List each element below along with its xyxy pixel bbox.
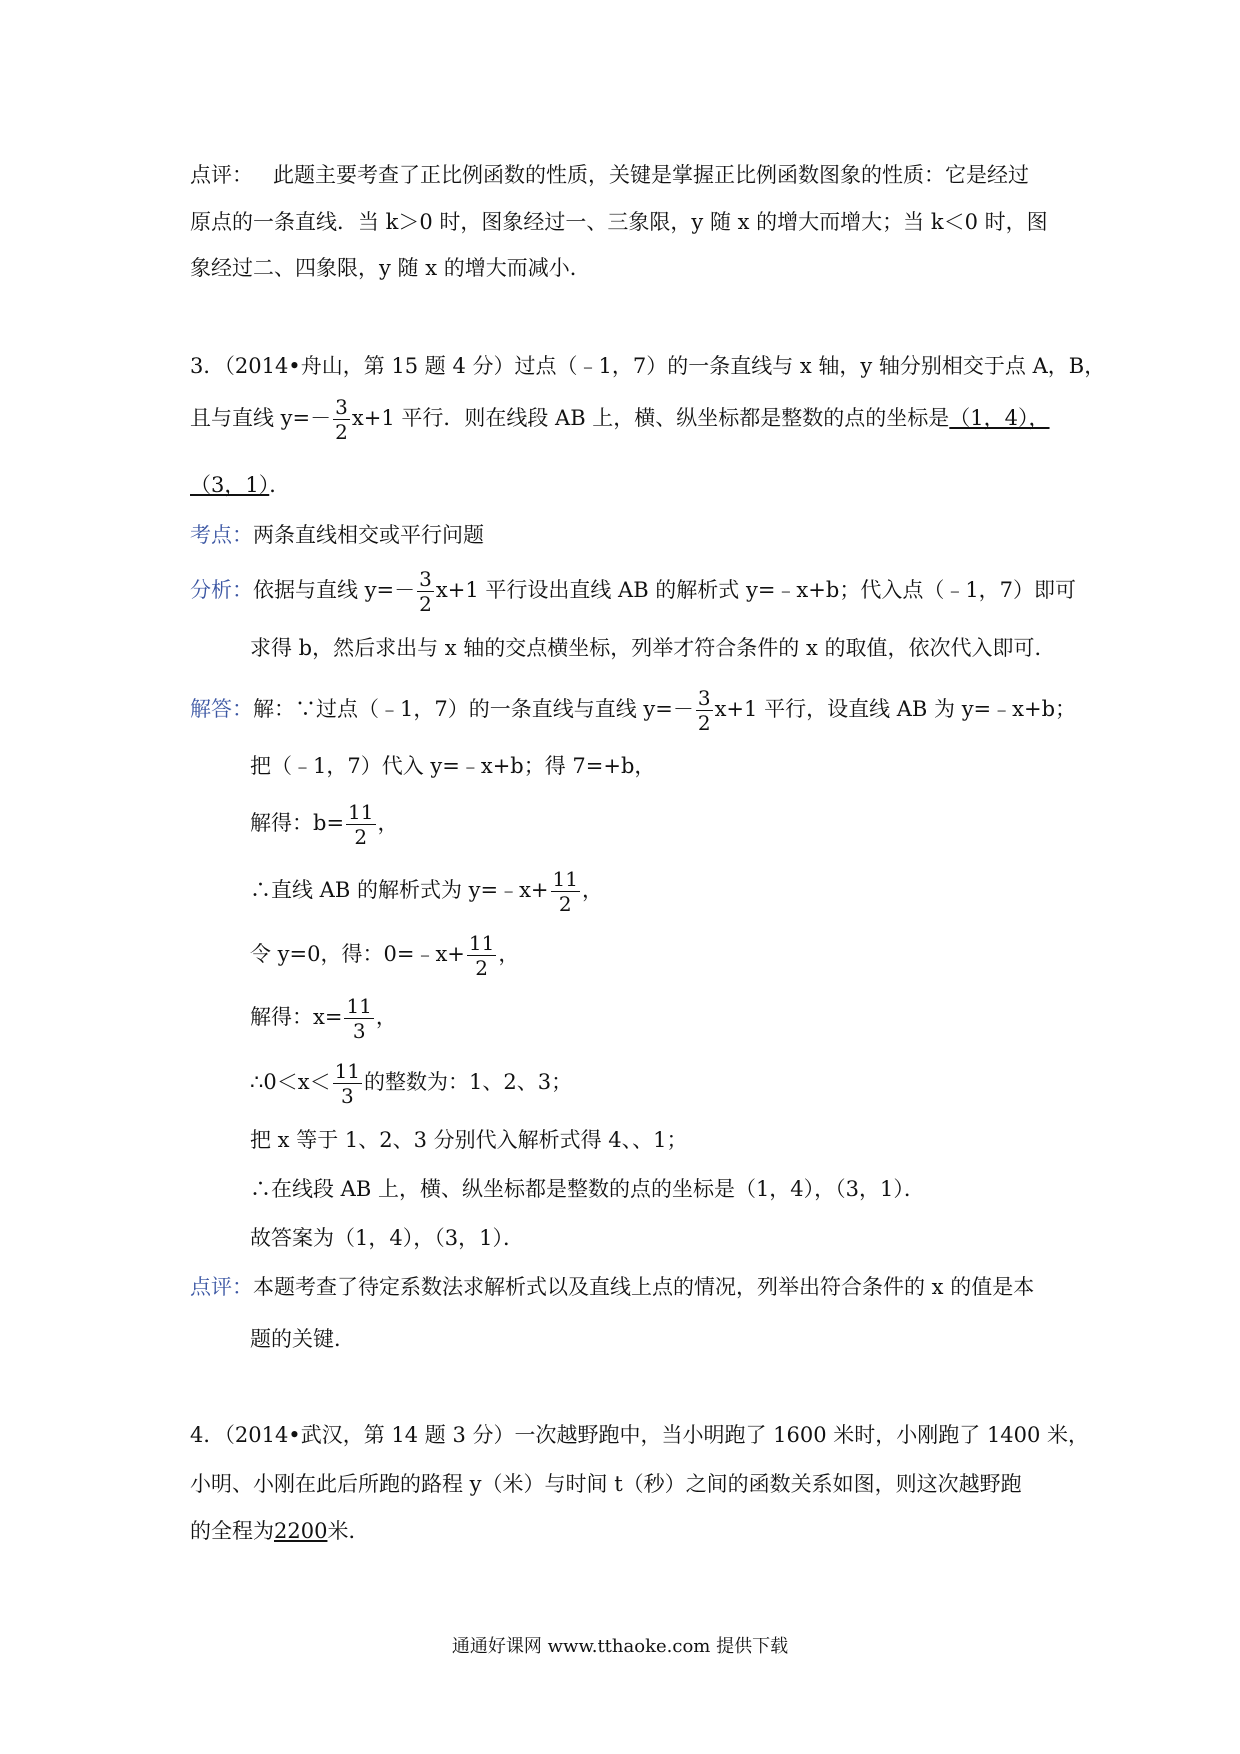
fraction: $\frac{11}{2}$ (552, 867, 578, 916)
fraction: $\frac{3}{2}$ (697, 686, 711, 735)
q3-line1: 3．（2014•舟山，第 15 题 4 分）过点（﹣1，7）的一条直线与 x 轴，y 轴分别相交于点 A，B， (190, 354, 1106, 378)
jieda-line9: ∴在线段 AB 上，横、纵坐标都是整数的点的坐标是（1，4），（3，1）． (250, 1177, 925, 1201)
jieda-label: 解答： (190, 697, 253, 721)
fraction: $\frac{11}{3}$ (334, 1059, 361, 1108)
q4-line3: 的全程为2200米． (190, 1519, 370, 1543)
answer-blank: （3，1） (190, 473, 270, 497)
fraction: $\frac{11}{2}$ (348, 800, 374, 849)
q3-line2: 且与直线 y=－ $\frac{3}{2}$ x+1 平行．则在线段 AB 上，横、纵坐标都是整数的点的坐标是（1，4）， (190, 395, 1050, 444)
jieda-line10: 故答案为（1，4），（3，1）． (250, 1226, 524, 1250)
fenxi-line1: 分析：依据与直线 y=－ $\frac{3}{2}$ x+1 平行设出直线 AB 的解析式 y=﹣x+b；代入点（﹣1，7）即可 (190, 567, 1077, 616)
fenxi-label: 分析： (190, 578, 253, 602)
fraction: $\frac{11}{3}$ (346, 994, 372, 1043)
answer-blank: （1，4）， (949, 406, 1050, 430)
review1-line3: 象经过二、四象限，y 随 x 的增大而减小． (190, 256, 591, 280)
jieda-line7: ∴0＜x＜ $\frac{11}{3}$ 的整数为：1、2、3； (250, 1059, 573, 1108)
jieda-line4: ∴直线 AB 的解析式为 y=﹣x+ $\frac{11}{2}$ ， (250, 867, 603, 916)
fenxi-line2: 求得 b，然后求出与 x 轴的交点横坐标，列举才符合条件的 x 的取值，依次代入即可． (250, 636, 1056, 660)
q3-line3: （3，1）． (190, 473, 291, 497)
kaodian-label: 考点： (190, 523, 253, 547)
fraction: $\frac{3}{2}$ (335, 395, 348, 444)
jieda-line6: 解得：x= $\frac{11}{3}$ ， (250, 994, 397, 1043)
review1-line1: 点评： 此题主要考查了正比例函数的性质，关键是掌握正比例函数图象的性质：它是经过 (190, 163, 1030, 187)
dianping-label: 点评： (190, 1275, 253, 1299)
kaodian-line: 考点：两条直线相交或平行问题 (190, 523, 484, 547)
page-footer: 通通好课网 www.tthaoke.com 提供下载 (451, 1636, 789, 1657)
jieda-line3: 解得：b= $\frac{11}{2}$ ， (250, 800, 399, 849)
dianping-line2: 题的关键． (250, 1327, 355, 1351)
q4-line2: 小明、小刚在此后所跑的路程 y（米）与时间 t（秒）之间的函数关系如图，则这次越野跑 (190, 1472, 1022, 1496)
jieda-line2: 把（﹣1，7）代入 y=﹣x+b；得 7=+b， (250, 754, 656, 778)
dianping-line1: 点评：本题考查了待定系数法求解析式以及直线上点的情况，列举出符合条件的 x 的值是本 (190, 1275, 1035, 1299)
review1-line2: 原点的一条直线．当 k＞0 时，图象经过一、三象限，y 随 x 的增大而增大；当 k＜0 时，图 (190, 210, 1048, 234)
q4-line1: 4．（2014•武汉，第 14 题 3 分）一次越野跑中，当小明跑了 1600 米时，小刚跑了 1400 米， (190, 1423, 1090, 1447)
jieda-line8: 把 x 等于 1、2、3 分别代入解析式得 4、、1； (250, 1128, 688, 1152)
fraction: $\frac{11}{2}$ (468, 931, 495, 980)
answer-blank: 2200 (274, 1519, 328, 1543)
jieda-line1: 解答：解：∵过点（﹣1，7）的一条直线与直线 y=－ $\frac{3}{2}$ x+1 平行，设直线 AB 为 y=﹣x+b； (190, 686, 1077, 735)
jieda-line5: 令 y=0，得：0=﹣x+ $\frac{11}{2}$ ， (250, 931, 520, 980)
review1-label: 点评： (190, 163, 253, 187)
fraction: $\frac{3}{2}$ (419, 567, 432, 616)
